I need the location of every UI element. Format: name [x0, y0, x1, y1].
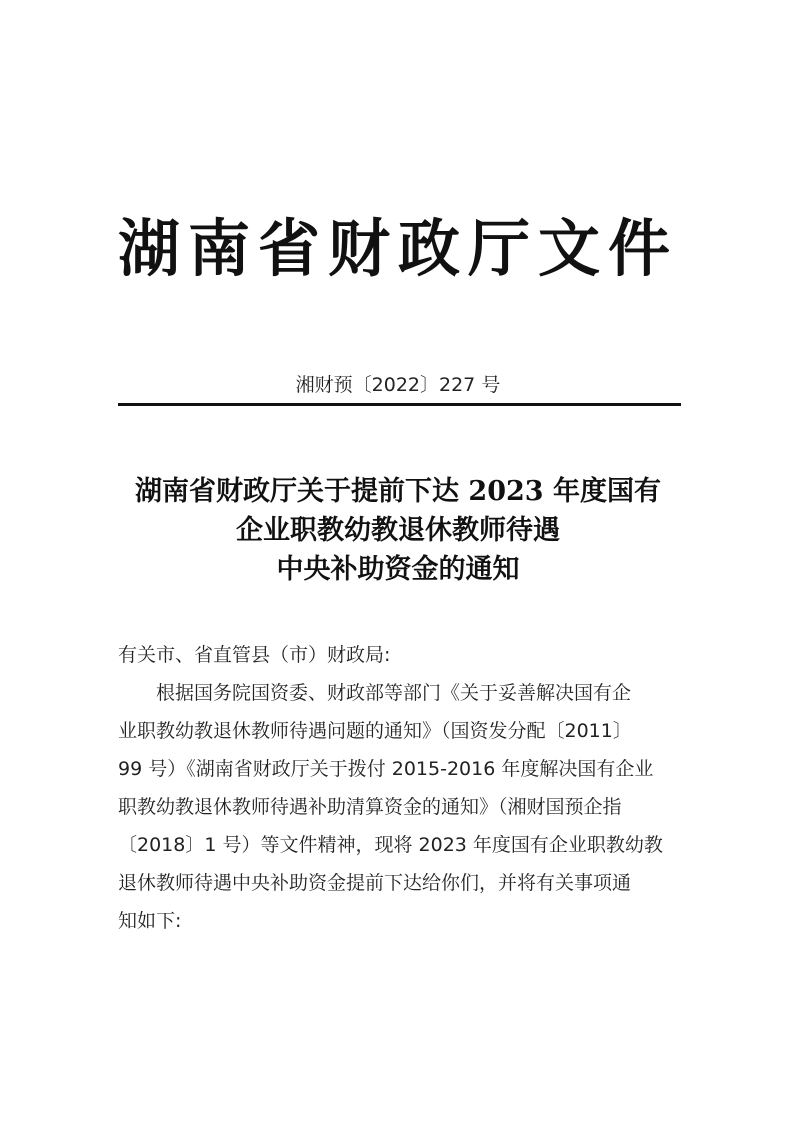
issuer-title: 湖南省财政厅文件 [117, 212, 678, 285]
paragraph-line: 知如下: [118, 910, 182, 932]
paragraph-line: 退休教师待遇中央补助资金提前下达给你们，并将有关事项通 [118, 872, 632, 894]
header-divider [118, 403, 681, 406]
notice-title [0, 472, 796, 589]
document-number: 湘财预〔2022〕227 号 [295, 374, 501, 396]
paragraph-line: 〔2018〕1 号）等文件精神，现将 2023 年度国有企业职教幼教 [118, 834, 663, 856]
paragraph-line: 职教幼教退休教师待遇补助清算资金的通知》（湘财国预企指 [118, 796, 622, 818]
paragraph-line: 99 号）《湖南省财政厅关于拨付 2015-2016 年度解决国有企业 [118, 758, 654, 780]
paragraph-line: 业职教幼教退休教师待遇问题的通知》（国资发分配〔2011〕 [118, 720, 632, 742]
notice-title-line: 中央补助资金的通知 [276, 554, 520, 585]
notice-title-line: 湖南省财政厅关于提前下达 2023 年度国有 [135, 476, 661, 507]
paragraph-line: 根据国务院国资委、财政部等部门《关于妥善解决国有企 [156, 682, 632, 704]
notice-body [118, 636, 680, 940]
salutation: 有关市、省直管县（市）财政局: [118, 644, 391, 666]
notice-title-line: 企业职教幼教退休教师待遇 [236, 515, 560, 546]
